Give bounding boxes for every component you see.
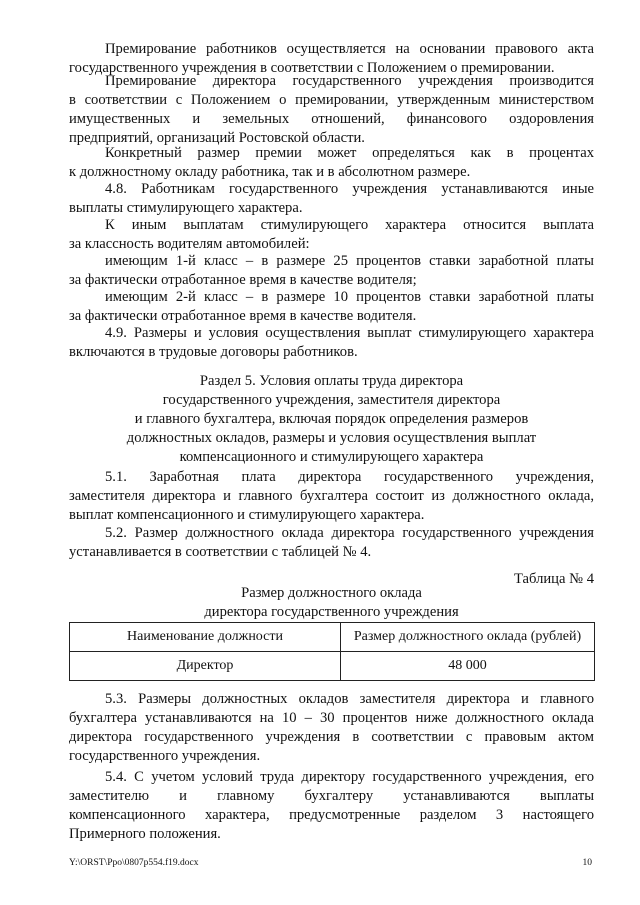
text-line: 4.8. Работникам государственного учреждения устанавливаются иные — [105, 181, 594, 197]
text-line: заместителю и главному бухгалтеру устанавливаются выплаты — [69, 788, 594, 804]
text-line: директора государственного учреждения в соответствии с правовым актом — [69, 729, 594, 745]
paragraph — [69, 72, 594, 148]
text-line: 5.1. Заработная плата директора государственного учреждения, — [105, 469, 594, 485]
text-line: к должностному окладу работника, так и в абсолютном размере. — [69, 164, 471, 180]
text-line: выплат компенсационного и стимулирующего характера. — [69, 507, 425, 523]
heading-line: государственного учреждения, заместителя директора — [162, 392, 501, 408]
paragraph — [69, 768, 594, 844]
heading-line: должностных окладов, размеры и условия осуществления выплат — [126, 430, 537, 446]
section-heading — [69, 372, 594, 467]
paragraph — [69, 252, 594, 290]
text-line: государственного учреждения. — [69, 748, 261, 764]
text-line: за фактически отработанное время в качестве водителя; — [69, 272, 417, 288]
text-line: 5.4. С учетом условий труда директору государственного учреждения, его — [105, 769, 594, 785]
text-line: в соответствии с Положением о премировании, утвержденным министерством — [69, 92, 594, 108]
text-line: имеющим 1-й класс – в размере 25 процентов ставки заработной платы — [105, 253, 594, 269]
text-line: выплаты стимулирующего характера. — [69, 200, 303, 216]
paragraph — [69, 324, 594, 362]
text-line: бухгалтера устанавливаются на 10 – 30 процентов ниже должностного оклада — [69, 710, 594, 726]
table-caption — [69, 584, 594, 622]
salary-table — [69, 622, 595, 681]
file-path: Y:\ORST\Ppo\0807p554.f19.docx — [69, 858, 199, 868]
table-cell: Директор — [70, 652, 341, 681]
text-line: 5.3. Размеры должностных окладов заместителя директора и главного — [105, 691, 594, 707]
text-line: Примерного положения. — [69, 826, 221, 842]
text-line: устанавливается в соответствии с таблицей № 4. — [69, 544, 372, 560]
paragraph — [69, 524, 594, 562]
table-header-row — [70, 623, 595, 652]
text-line: 4.9. Размеры и условия осуществления выплат стимулирующего характера — [105, 325, 594, 341]
paragraph — [69, 216, 594, 254]
heading-line: и главного бухгалтера, включая порядок определения размеров — [134, 411, 529, 427]
table-label: Таблица № 4 — [514, 571, 594, 587]
table-cell: 48 000 — [341, 652, 595, 681]
text-line: за классность водителям автомобилей: — [69, 236, 310, 252]
heading-line: Раздел 5. Условия оплаты труда директора — [199, 373, 464, 389]
paragraph — [69, 144, 594, 182]
paragraph — [69, 288, 594, 326]
text-line: 5.2. Размер должностного оклада директора государственного учреждения — [105, 525, 594, 541]
text-line: предприятий, организаций Ростовской области. — [69, 130, 365, 146]
page-number: 10 — [582, 858, 592, 868]
table-header-cell: Наименование должности — [70, 623, 341, 652]
table-row — [70, 652, 595, 681]
text-line: К иным выплатам стимулирующего характера относится выплата — [105, 217, 594, 233]
table-header-cell: Размер должностного оклада (рублей) — [341, 623, 595, 652]
heading-line: компенсационного и стимулирующего характера — [179, 449, 484, 465]
text-line: Премирование работников осуществляется на основании правового акта — [105, 41, 594, 57]
text-line: за фактически отработанное время в качестве водителя. — [69, 308, 417, 324]
caption-line: директора государственного учреждения — [204, 604, 459, 620]
text-line: имеющим 2-й класс – в размере 10 процентов ставки заработной платы — [105, 289, 594, 305]
text-line: имущественных и земельных отношений, финансового оздоровления — [69, 111, 594, 127]
paragraph — [69, 468, 594, 525]
text-line: заместителя директора и главного бухгалтера состоит из должностного оклада, — [69, 488, 594, 504]
text-line: Премирование директора государственного учреждения производится — [105, 73, 594, 89]
text-line: компенсационного характера, предусмотренные разделом 3 настоящего — [69, 807, 594, 823]
caption-line: Размер должностного оклада — [241, 585, 422, 601]
text-line: Конкретный размер премии может определяться как в процентах — [105, 145, 594, 161]
paragraph — [69, 180, 594, 218]
text-line: включаются в трудовые договоры работников. — [69, 344, 358, 360]
text-line: государственного учреждения в соответствии с Положением о премировании. — [69, 60, 555, 76]
paragraph — [69, 690, 594, 766]
